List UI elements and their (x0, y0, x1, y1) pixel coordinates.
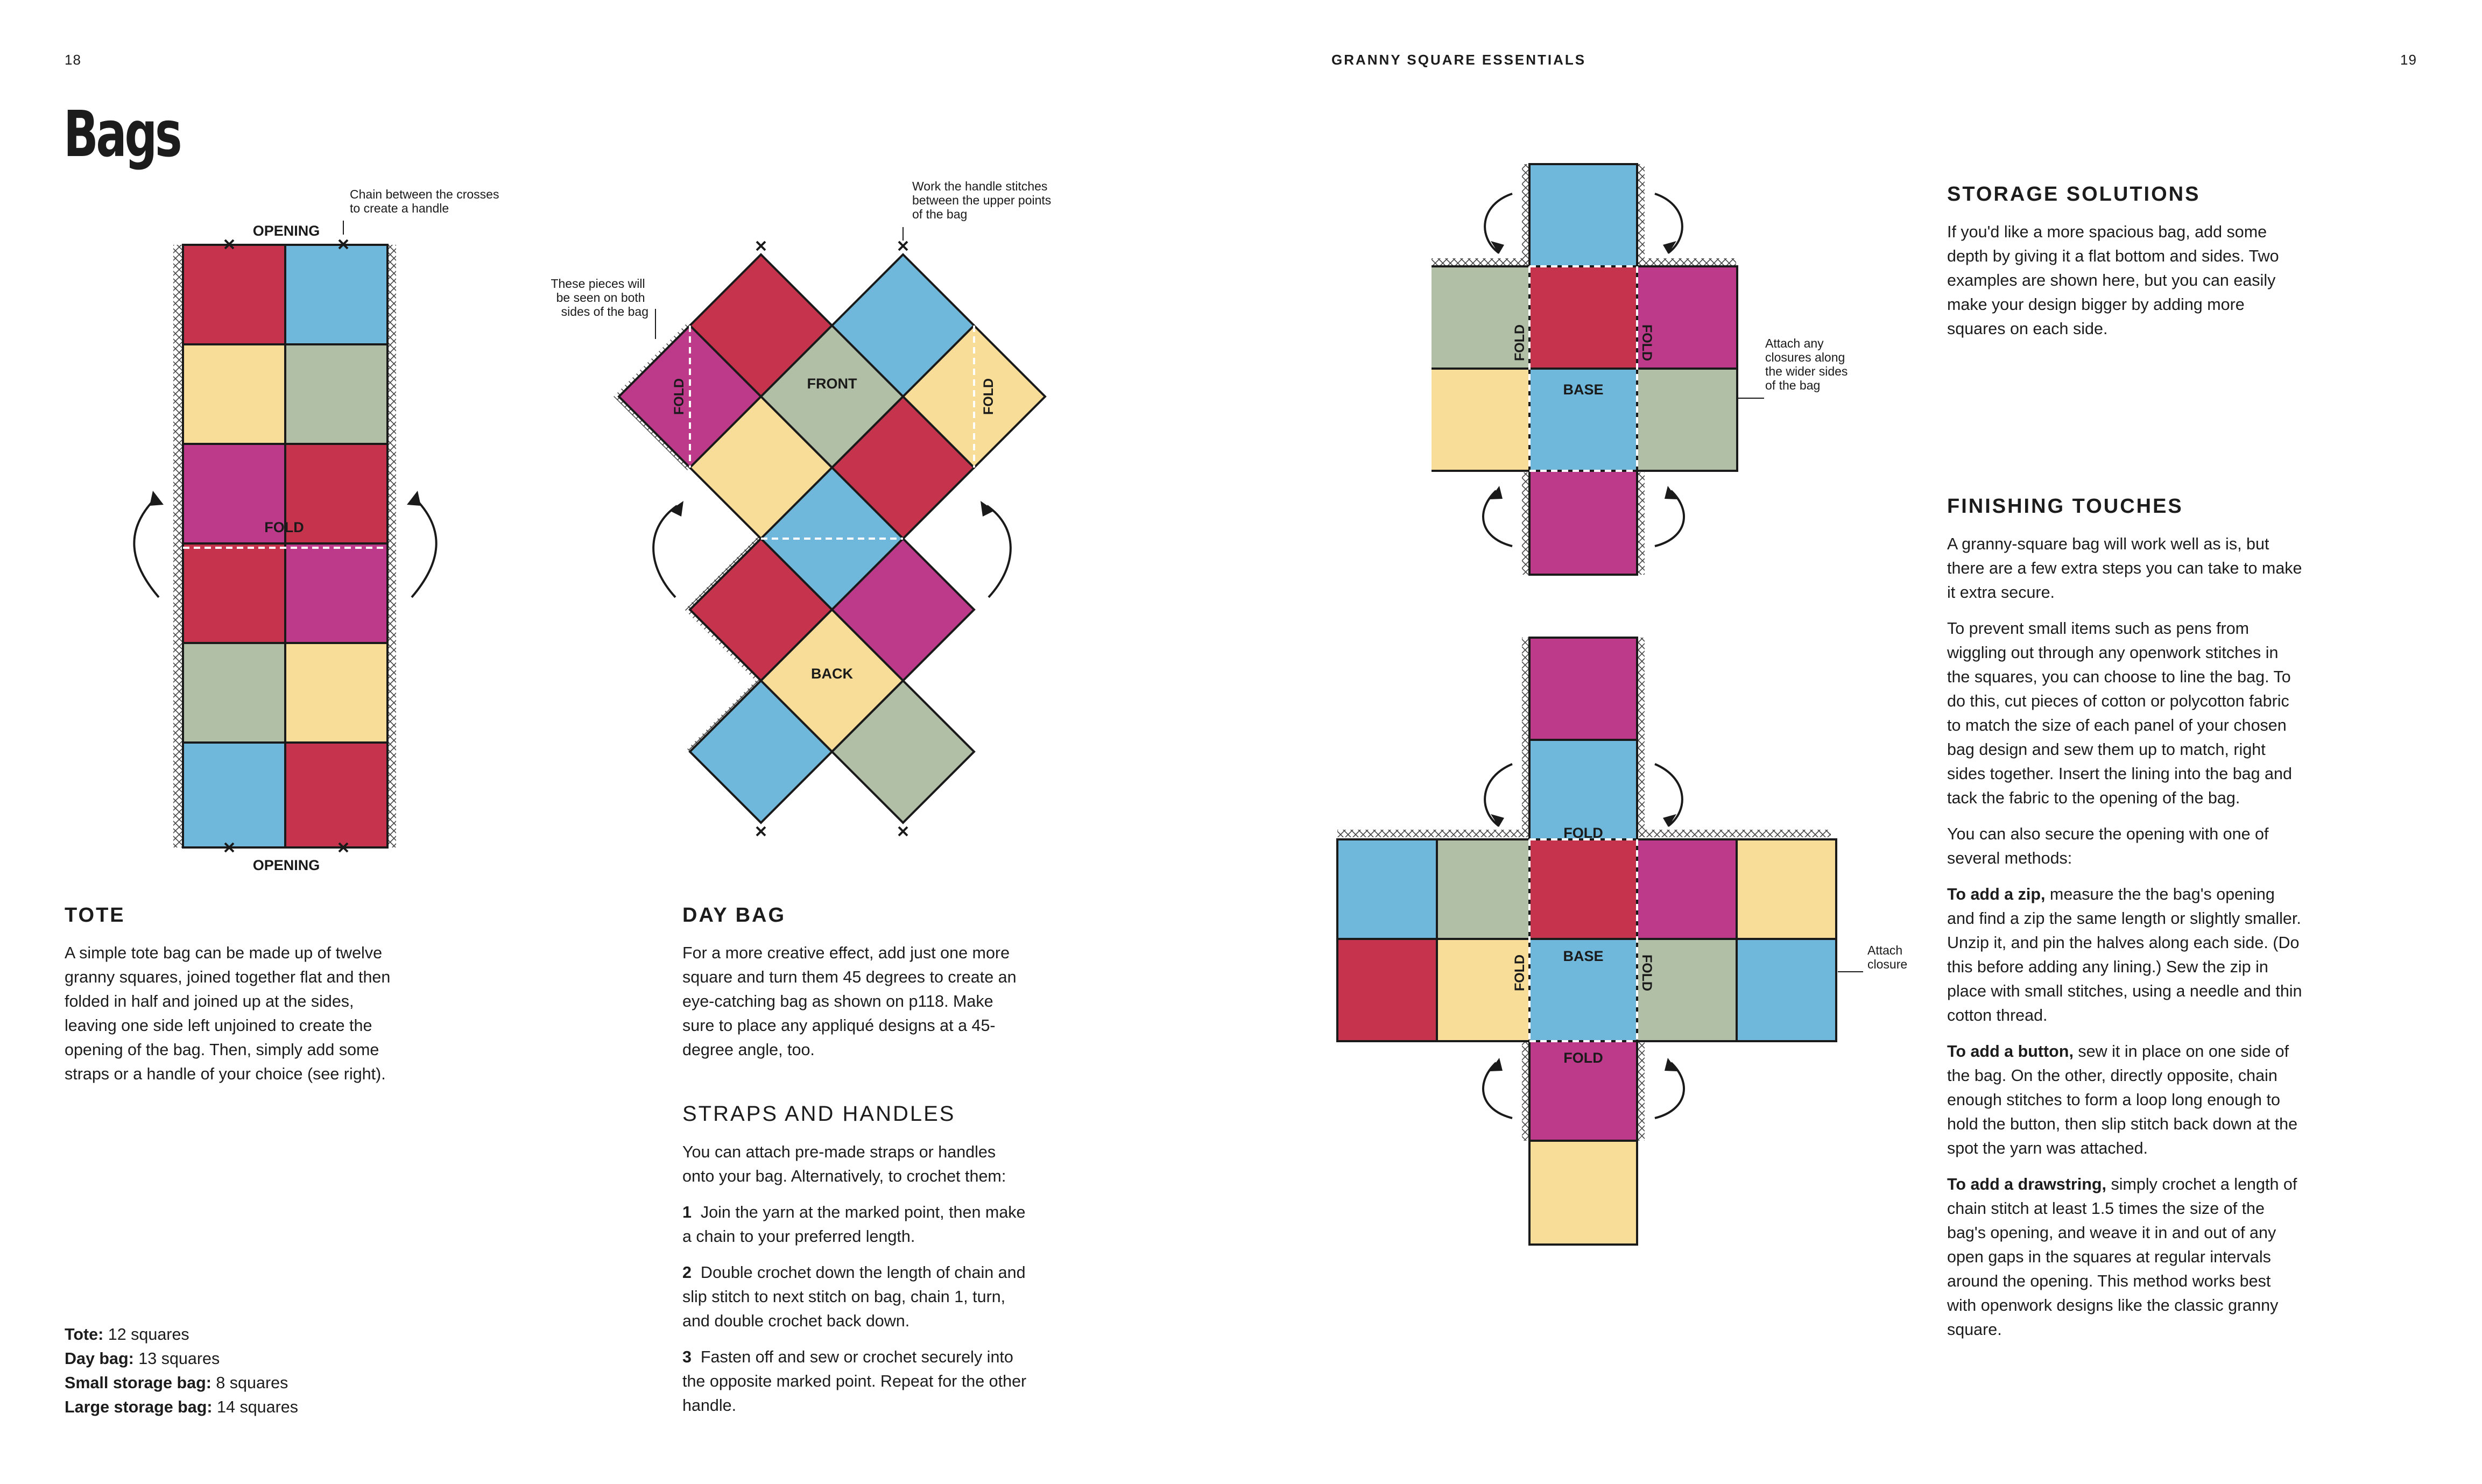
tote-square-r1c1 (183, 245, 285, 344)
tote-heading: TOTE (65, 904, 125, 927)
large-bag-square-bottom-2 (1529, 1141, 1637, 1245)
square-count-summary (65, 1323, 398, 1419)
storage-heading: STORAGE SOLUTIONS (1947, 183, 2201, 206)
daybag-handle-callout-text: Work the handle stitches between the upper points of the bag (912, 179, 1052, 221)
storage-section (1947, 183, 2302, 341)
tote-right-arrow (412, 498, 436, 597)
large-bag-callout-text: Attach closure (1867, 943, 1908, 971)
straps-intro: You can attach pre-made straps or handles onto your bag. Alternatively, to crochet them: (682, 1143, 1006, 1185)
finishing-body (1947, 532, 2302, 1342)
straps-heading: STRAPS AND HANDLES (682, 1102, 956, 1126)
large-bag-fold-label-bottom: FOLD (1563, 1050, 1603, 1066)
tote-left-stitching (173, 245, 182, 847)
small-storage-bag-diagram (1432, 161, 1884, 581)
tote-left-arrowhead (150, 491, 164, 506)
large-bag-fold-label-top: FOLD (1563, 825, 1603, 841)
tote-square-r6c1 (183, 743, 285, 847)
day-bag-diagram (538, 178, 1087, 850)
finishing-paragraph: You can also secure the opening with one of several methods: (1947, 825, 2269, 867)
finishing-paragraph: To prevent small items such as pens from wiggling out through any openwork stitches in the squares, you can choose to line the bag. To do this, cut pieces of cotton or polycotton fabric to match the size of each panel of your chosen bag design and sew them up to match, right sides together. Insert the lining into the bag and tack the fabric to the opening of the bag. (1947, 619, 2292, 807)
large-bag-square-r2c1 (1337, 939, 1437, 1041)
small-bag-squares (1432, 164, 1737, 575)
small-bag-square-top (1529, 164, 1637, 266)
tote-callout-text: Chain between the crosses to create a handle (350, 187, 499, 215)
finishing-drawstring-paragraph: To add a drawstring, simply crochet a length of chain stitch at least 1.5 times the size of the bag's opening, and weave it in and out of any open gaps in the squares at regular intervals around the opening. This method works best with openwork designs like the classic granny square. (1947, 1175, 2297, 1339)
tote-diagram (108, 183, 581, 888)
tote-right-arrowhead (407, 491, 421, 506)
page-title: Bags (64, 97, 180, 171)
summary-line: Day bag: 13 squares (65, 1349, 220, 1368)
small-bag-arrow-bl (1483, 491, 1512, 546)
large-bag-square-top-1 (1529, 638, 1637, 740)
large-bag-square-r2c5 (1737, 939, 1836, 1041)
small-bag-fold-label-left: FOLD (1512, 324, 1527, 362)
straps-step: 3 Fasten off and sew or crochet securely into the opposite marked point. Repeat for the other handle. (682, 1348, 1027, 1415)
large-bag-arrow-bl (1483, 1063, 1512, 1118)
tote-square-r5c1 (183, 643, 285, 743)
finishing-section (1947, 495, 2302, 1354)
large-bag-square-r1c3 (1529, 839, 1637, 939)
tote-square-r2c1 (183, 344, 285, 444)
tote-body: A simple tote bag can be made up of twelve granny squares, joined together flat and then folded in half and joined up at the sides, leaving one side left unjoined to create the opening of the bag. Then, simply add some straps or a handle of your choice (see right). (65, 944, 391, 1083)
large-bag-square-r1c5 (1737, 839, 1836, 939)
tote-left-arrow (134, 498, 159, 597)
daybag-back-label: BACK (811, 666, 853, 682)
daybag-right-arrow (987, 506, 1011, 597)
running-head: GRANNY SQUARE ESSENTIALS (1331, 52, 1586, 68)
small-bag-callout-text: Attach any closures along the wider sides of the bag (1765, 336, 1848, 392)
large-bag-arrow-br (1655, 1063, 1684, 1118)
large-bag-square-r1c1 (1337, 839, 1437, 939)
tote-right-stitching (387, 245, 396, 847)
summary-line: Tote: 12 squares (65, 1325, 189, 1344)
tote-opening-bottom-label: OPENING (252, 857, 320, 873)
daybag-fold-label-left: FOLD (672, 378, 687, 415)
straps-body (682, 1140, 1027, 1418)
large-bag-square-r1c4 (1637, 839, 1737, 939)
tote-square-r2c2 (285, 344, 387, 444)
day-bag-body: For a more creative effect, add just one more square and turn them 45 degrees to create an eye-catching bag as shown on p118. Make sure to place any appliqué designs at a 45-degree angle, too. (682, 944, 1017, 1059)
tote-opening-top-label: OPENING (252, 223, 320, 239)
straps-step: 2 Double crochet down the length of chain and slip stitch to next stitch on bag, chain 1, turn, and double crochet back down. (682, 1263, 1026, 1330)
left-page-number: 18 (65, 52, 81, 68)
large-bag-base-label: BASE (1563, 948, 1604, 964)
daybag-left-arrow (653, 506, 677, 597)
large-bag-squares (1337, 638, 1836, 1245)
small-bag-square-right-bottom (1637, 369, 1737, 471)
finishing-paragraph: A granny-square bag will work well as is, but there are a few extra steps you can take to make it extra secure. (1947, 535, 2302, 602)
large-storage-bag-diagram (1329, 635, 1937, 1254)
day-bag-heading: DAY BAG (682, 904, 786, 927)
small-bag-square-bottom (1529, 471, 1637, 575)
tote-square-r5c2 (285, 643, 387, 743)
small-bag-arrow-br (1655, 491, 1684, 546)
daybag-fold-label-right: FOLD (981, 378, 996, 415)
right-page-number: 19 (2400, 52, 2417, 68)
storage-body: If you'd like a more spacious bag, add some depth by giving it a flat bottom and sides. Two examples are shown here, but you can easily make your design bigger by adding more squares on each side. (1947, 223, 2279, 338)
small-bag-base-label: BASE (1563, 381, 1604, 398)
tote-square-r4c2 (285, 543, 387, 643)
day-bag-section (682, 904, 1027, 1062)
large-bag-fold-label-left: FOLD (1512, 954, 1527, 992)
large-bag-square-r1c2 (1437, 839, 1529, 939)
small-bag-square-left-bottom (1432, 369, 1529, 471)
summary-line: Small storage bag: 8 squares (65, 1374, 288, 1392)
tote-section (65, 904, 398, 1086)
tote-squares (183, 245, 387, 847)
finishing-zip-paragraph: To add a zip, measure the the bag's opening and find a zip the same length or slightly smaller. Unzip it, and pin the halves along each side. (Do this before adding any lining.) Sew the zip in place with small stitches, using a needle and thin cotton thread. (1947, 885, 2302, 1024)
daybag-sides-callout-text: These pieces will be seen on both sides of the bag (551, 277, 648, 319)
daybag-front-label: FRONT (807, 376, 857, 392)
large-bag-fold-label-right: FOLD (1639, 954, 1654, 992)
tote-square-r4c1 (183, 543, 285, 643)
tote-fold-label: FOLD (264, 519, 304, 535)
small-bag-fold-label-right: FOLD (1639, 324, 1654, 362)
finishing-heading: FINISHING TOUCHES (1947, 495, 2183, 518)
tote-square-r6c2 (285, 743, 387, 847)
finishing-button-paragraph: To add a button, sew it in place on one side of the bag. On the other, directly opposite, chain enough stitches to form a loop long enough to hold the button, then slip stitch back down at the spot the yarn was attached. (1947, 1042, 2298, 1157)
straps-section (682, 1102, 1027, 1430)
summary-line: Large storage bag: 14 squares (65, 1398, 298, 1416)
tote-square-r1c2 (285, 245, 387, 344)
small-bag-square-center-top (1529, 266, 1637, 369)
straps-step: 1 Join the yarn at the marked point, then make a chain to your preferred length. (682, 1203, 1026, 1246)
